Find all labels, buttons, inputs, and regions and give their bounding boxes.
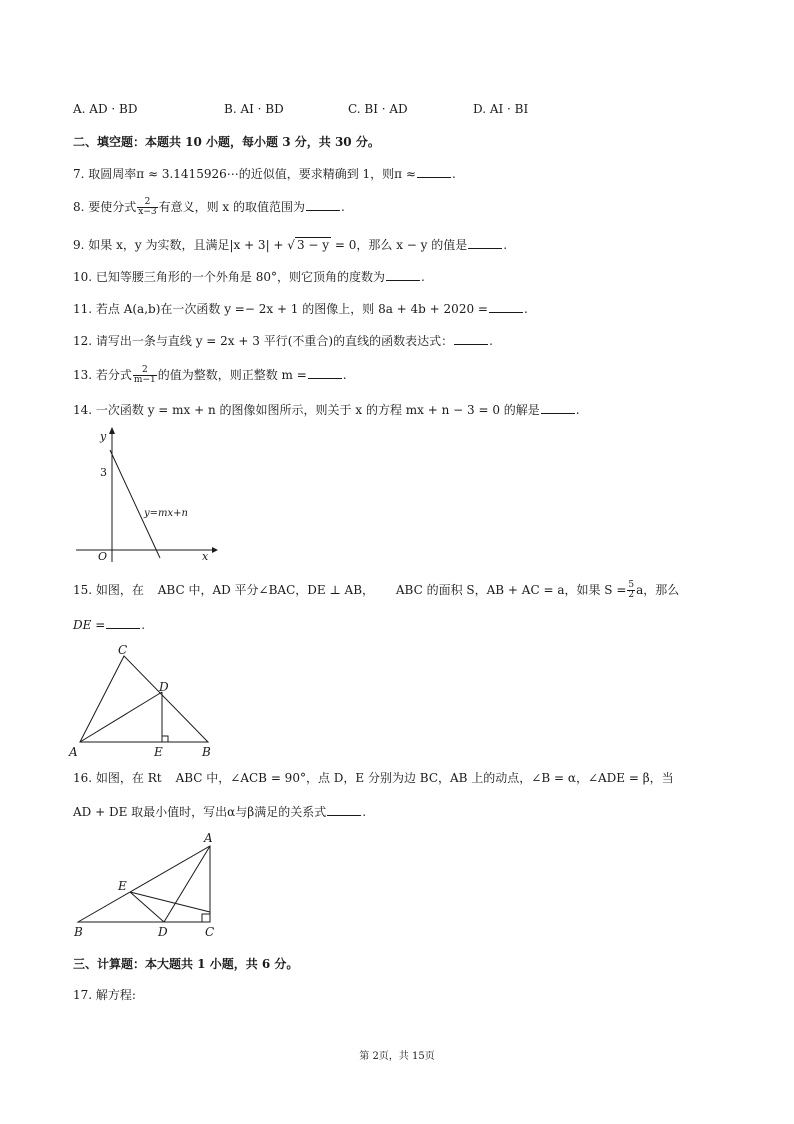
q9-end: . bbox=[503, 238, 508, 252]
q9-text-2: = 0，那么 x − y 的值是 bbox=[331, 238, 468, 252]
question-11 bbox=[73, 301, 528, 317]
answer-blank bbox=[306, 199, 340, 211]
q13-text: 13. 若分式 bbox=[73, 368, 132, 382]
q13-fraction bbox=[133, 366, 157, 385]
function-line bbox=[110, 450, 160, 558]
answer-blank bbox=[417, 166, 451, 178]
q8-text: 8. 要使分式 bbox=[73, 200, 137, 214]
question-17: 17. 解方程: bbox=[73, 988, 136, 1002]
question-8 bbox=[73, 198, 345, 217]
question-10 bbox=[73, 269, 425, 285]
y-axis-label: y bbox=[100, 430, 107, 443]
point-d-label: D bbox=[159, 680, 169, 694]
question-12 bbox=[73, 333, 493, 349]
answer-blank bbox=[541, 402, 575, 414]
q8-denominator: x−3 bbox=[138, 207, 157, 217]
q15-denominator: 2 bbox=[628, 590, 635, 600]
q16-text: 16. 如图，在 Rt bbox=[73, 771, 162, 785]
q16-end: . bbox=[362, 805, 367, 819]
question-14 bbox=[73, 402, 580, 418]
q15-fraction bbox=[627, 581, 635, 600]
option-a: A. AD · BD bbox=[73, 102, 138, 116]
q13-numerator: 2 bbox=[133, 366, 157, 376]
q15-text-3: ABC 的面积 S，AB + AC = a，如果 S = bbox=[395, 583, 627, 597]
point-e-label: E bbox=[154, 745, 163, 759]
question-15-line-2 bbox=[73, 617, 145, 633]
figure-15-triangle bbox=[66, 640, 226, 762]
answer-blank bbox=[489, 301, 523, 313]
option-b: B. AI · BD bbox=[224, 102, 284, 116]
point-b-label: B bbox=[202, 745, 211, 759]
q13-text-2: 的值为整数，则正整数 m = bbox=[157, 368, 307, 382]
origin-label: O bbox=[98, 550, 108, 563]
q15-text-4: a，那么 bbox=[636, 583, 680, 597]
q8-text-2: 有意义，则 x 的取值范围为 bbox=[158, 200, 306, 214]
right-angle-mark bbox=[162, 736, 168, 742]
figure-14-graph bbox=[70, 424, 230, 564]
q11-text: 11. 若点 A(a,b)在一次函数 y =− 2x + 1 的图像上，则 8a + 4b + 2020 = bbox=[73, 302, 488, 316]
point-c-label: C bbox=[205, 925, 215, 939]
sqrt-sign: √ bbox=[287, 238, 295, 252]
option-d: D. AI · BI bbox=[473, 102, 529, 116]
section-2-title: 二、填空题：本题共 10 小题，每小题 3 分，共 30 分。 bbox=[73, 135, 380, 149]
q15-text: 15. 如图，在 bbox=[73, 583, 144, 597]
q15-end: . bbox=[141, 618, 146, 632]
point-a-label: A bbox=[204, 831, 213, 845]
triangle-abc bbox=[78, 846, 210, 922]
answer-blank bbox=[454, 333, 488, 345]
answer-blank bbox=[308, 367, 342, 379]
right-angle-mark bbox=[202, 914, 210, 922]
q10-end: . bbox=[421, 270, 425, 284]
q11-end: . bbox=[523, 302, 528, 316]
q8-end: . bbox=[341, 200, 345, 214]
q13-denominator: m−1 bbox=[133, 375, 156, 385]
q13-end: . bbox=[342, 368, 347, 382]
q10-text: 10. 已知等腰三角形的一个外角是 80°，则它顶角的度数为 bbox=[73, 270, 385, 284]
question-9 bbox=[73, 237, 507, 253]
q15-numerator: 5 bbox=[628, 580, 635, 590]
point-d-label: D bbox=[158, 925, 168, 939]
q8-numerator: 2 bbox=[137, 198, 157, 208]
q8-fraction bbox=[137, 198, 157, 217]
answer-blank bbox=[386, 269, 420, 281]
q9-radicand: 3 − y bbox=[296, 238, 330, 252]
intercept-label: 3 bbox=[100, 466, 107, 479]
y-axis-arrow bbox=[109, 427, 115, 434]
question-15 bbox=[73, 581, 679, 600]
q7-text: 7. 取圆周率π ≈ 3.1415926⋯的近似值，要求精确到 1，则π ≈ bbox=[73, 167, 416, 181]
q14-text: 14. 一次函数 y = mx + n 的图像如图所示，则关于 x 的方程 mx + n − 3 = 0 的解是 bbox=[73, 403, 540, 417]
option-c: C. BI · AD bbox=[348, 102, 408, 116]
q12-end: . bbox=[489, 334, 493, 348]
answer-blank bbox=[106, 617, 140, 629]
triangle-abc bbox=[80, 656, 208, 742]
point-e-label: E bbox=[118, 879, 127, 893]
x-axis-arrow bbox=[212, 547, 218, 553]
x-axis-label: x bbox=[202, 550, 209, 563]
section-3-title: 三、计算题：本大题共 1 小题，共 6 分。 bbox=[73, 957, 299, 971]
point-a-label: A bbox=[69, 745, 78, 759]
page-footer: 第 2页，共 15页 bbox=[359, 1051, 435, 1062]
question-13 bbox=[73, 366, 347, 385]
question-7 bbox=[73, 166, 456, 182]
figure-16-triangle bbox=[70, 828, 230, 946]
q16-line2: AD + DE 取最小值时，写出α与β满足的关系式 bbox=[73, 805, 327, 819]
q16-text-2: ABC 中，∠ACB = 90°，点 D，E 分别为边 BC，AB 上的动点，∠B = α，∠ADE = β，当 bbox=[175, 771, 674, 785]
question-16-line-2 bbox=[73, 804, 366, 820]
point-c-label: C bbox=[118, 643, 128, 657]
line-label: y=mx+n bbox=[144, 508, 188, 519]
point-b-label: B bbox=[74, 925, 83, 939]
q12-text: 12. 请写出一条与直线 y = 2x + 3 平行(不重合)的直线的函数表达式： bbox=[73, 334, 454, 348]
q7-end: . bbox=[451, 167, 456, 181]
q14-end: . bbox=[575, 403, 580, 417]
answer-blank bbox=[468, 237, 502, 249]
q15-text-2: ABC 中，AD 平分∠BAC，DE ⊥ AB， bbox=[157, 583, 375, 597]
question-16 bbox=[73, 770, 674, 786]
q15-line2: DE = bbox=[73, 618, 106, 632]
answer-blank bbox=[327, 804, 361, 816]
q9-text: 9. 如果 x，y 为实数，且满足|x + 3| + bbox=[73, 238, 288, 252]
